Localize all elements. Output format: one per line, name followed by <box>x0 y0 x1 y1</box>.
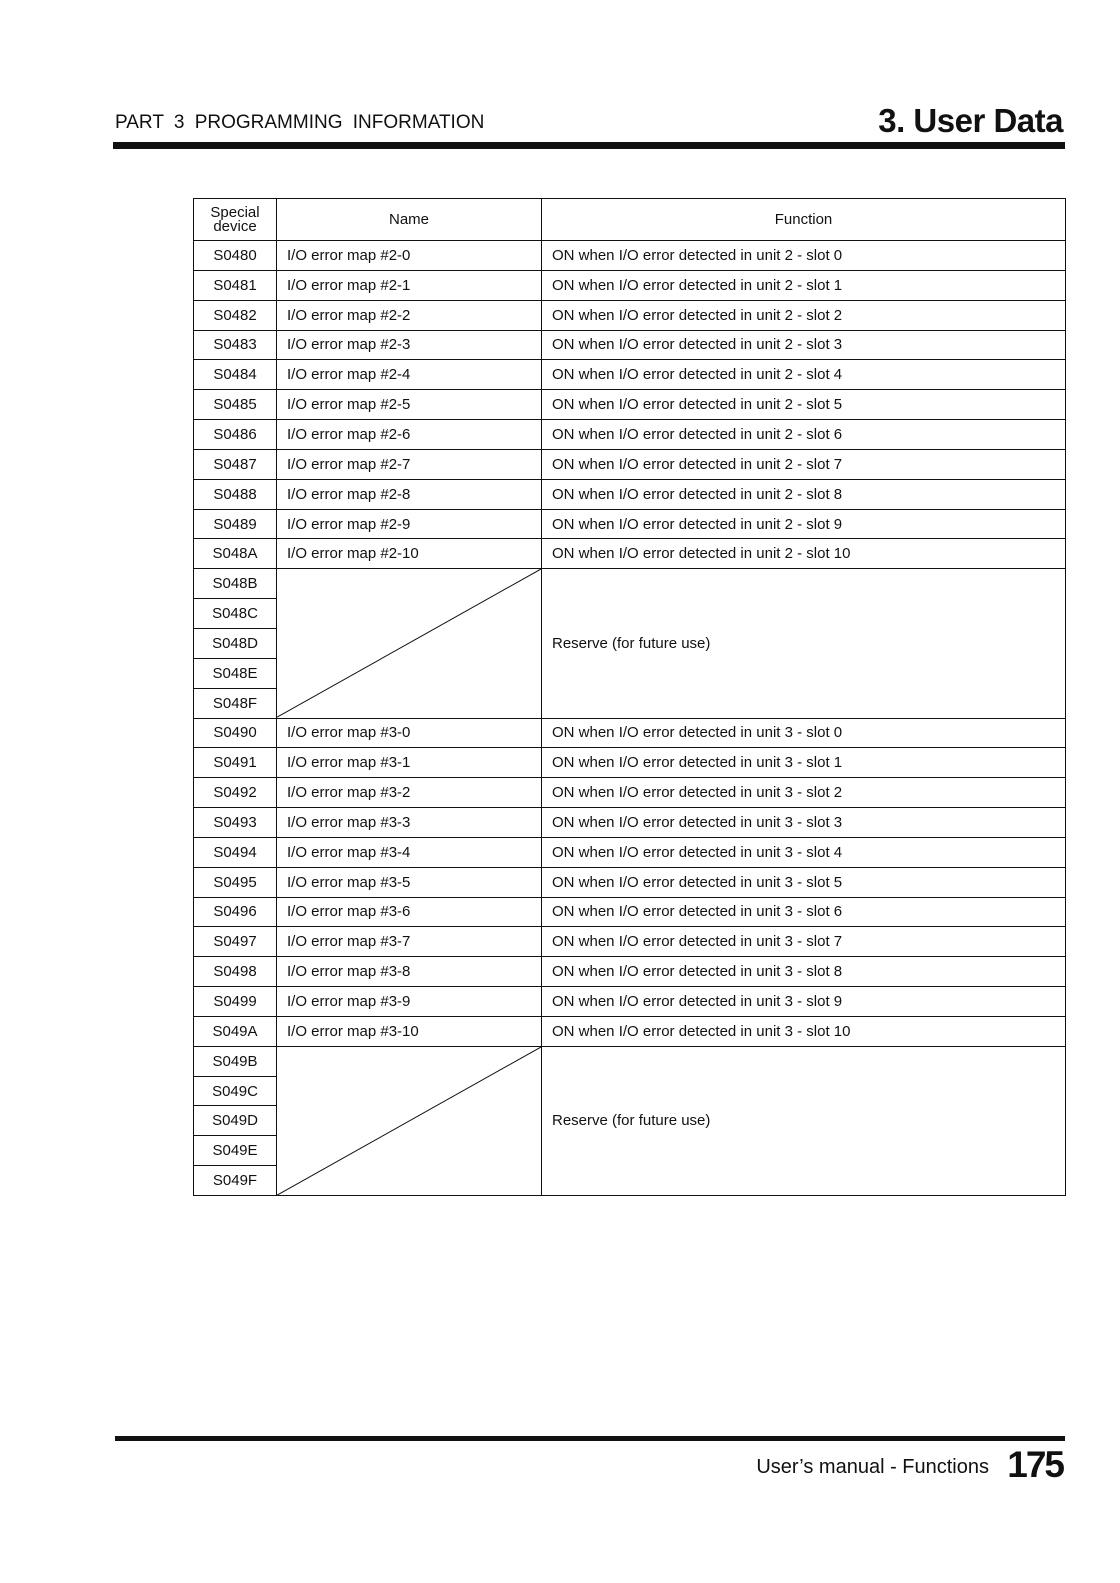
function-cell: ON when I/O error detected in unit 3 - slot 4 <box>542 837 1066 867</box>
special-device-cell: S0493 <box>194 808 277 838</box>
special-device-cell: S0492 <box>194 778 277 808</box>
special-device-cell: S049B <box>194 1046 277 1076</box>
function-cell: ON when I/O error detected in unit 3 - slot 8 <box>542 957 1066 987</box>
special-device-cell: S0488 <box>194 479 277 509</box>
name-cell: I/O error map #2-2 <box>277 300 542 330</box>
function-cell: ON when I/O error detected in unit 3 - slot 3 <box>542 808 1066 838</box>
section-title: 3. User Data <box>878 102 1063 139</box>
part-title: PART 3 PROGRAMMING INFORMATION <box>115 112 485 133</box>
function-cell: ON when I/O error detected in unit 2 - slot 5 <box>542 390 1066 420</box>
diagonal-slash-line <box>277 1047 541 1195</box>
column-header-special-device: Special device <box>194 199 277 241</box>
table-row-reserved <box>194 1046 1066 1076</box>
special-device-cell: S048E <box>194 658 277 688</box>
special-device-cell: S0487 <box>194 449 277 479</box>
special-device-cell: S0481 <box>194 270 277 300</box>
name-cell: I/O error map #2-4 <box>277 360 542 390</box>
name-cell: I/O error map #3-5 <box>277 867 542 897</box>
special-device-cell: S0486 <box>194 420 277 450</box>
special-device-cell: S049F <box>194 1166 277 1196</box>
table-row <box>194 718 1066 748</box>
name-cell: I/O error map #2-0 <box>277 241 542 271</box>
diagonal-slash-line <box>277 569 541 717</box>
name-cell: I/O error map #3-9 <box>277 987 542 1017</box>
reserve-text: Reserve (for future use) <box>552 1112 711 1130</box>
name-cell: I/O error map #2-10 <box>277 539 542 569</box>
table-header <box>194 199 1066 241</box>
table-row <box>194 360 1066 390</box>
name-cell-unused <box>277 569 542 718</box>
name-cell: I/O error map #2-5 <box>277 390 542 420</box>
special-device-cell: S048D <box>194 628 277 658</box>
name-cell: I/O error map #2-1 <box>277 270 542 300</box>
name-cell: I/O error map #2-6 <box>277 420 542 450</box>
name-cell: I/O error map #2-8 <box>277 479 542 509</box>
function-cell: ON when I/O error detected in unit 2 - slot 9 <box>542 509 1066 539</box>
name-cell: I/O error map #3-10 <box>277 1016 542 1046</box>
special-device-cell: S0497 <box>194 927 277 957</box>
table-row <box>194 509 1066 539</box>
name-cell: I/O error map #3-0 <box>277 718 542 748</box>
special-device-cell: S0499 <box>194 987 277 1017</box>
name-cell: I/O error map #3-1 <box>277 748 542 778</box>
diagonal-slash <box>277 569 541 717</box>
special-device-cell: S0480 <box>194 241 277 271</box>
table-row <box>194 748 1066 778</box>
page-number: 175 <box>1007 1444 1063 1485</box>
table-body <box>194 241 1066 1196</box>
special-device-cell: S0494 <box>194 837 277 867</box>
special-device-cell: S049C <box>194 1076 277 1106</box>
function-cell: ON when I/O error detected in unit 3 - slot 5 <box>542 867 1066 897</box>
special-device-cell: S0491 <box>194 748 277 778</box>
name-cell: I/O error map #3-6 <box>277 897 542 927</box>
function-cell: ON when I/O error detected in unit 2 - slot 0 <box>542 241 1066 271</box>
special-device-cell: S0482 <box>194 300 277 330</box>
special-device-cell: S048A <box>194 539 277 569</box>
function-cell: ON when I/O error detected in unit 2 - slot 6 <box>542 420 1066 450</box>
special-device-cell: S049D <box>194 1106 277 1136</box>
function-cell: ON when I/O error detected in unit 2 - slot 2 <box>542 300 1066 330</box>
function-cell: ON when I/O error detected in unit 3 - slot 9 <box>542 987 1066 1017</box>
column-header-function: Function <box>542 199 1066 241</box>
special-device-table <box>193 198 1066 1196</box>
table-row-reserved <box>194 569 1066 599</box>
reserve-text: Reserve (for future use) <box>552 634 711 652</box>
table-row <box>194 867 1066 897</box>
table-row <box>194 927 1066 957</box>
function-cell: ON when I/O error detected in unit 2 - slot 10 <box>542 539 1066 569</box>
name-cell: I/O error map #2-9 <box>277 509 542 539</box>
special-device-cell: S0483 <box>194 330 277 360</box>
special-device-cell: S048F <box>194 688 277 718</box>
table-row <box>194 539 1066 569</box>
function-cell: ON when I/O error detected in unit 2 - slot 3 <box>542 330 1066 360</box>
name-cell: I/O error map #2-7 <box>277 449 542 479</box>
function-cell-reserved <box>542 1046 1066 1195</box>
header-rule <box>113 142 1065 149</box>
table-row <box>194 778 1066 808</box>
table-header-row <box>194 199 1066 241</box>
function-cell: ON when I/O error detected in unit 3 - slot 7 <box>542 927 1066 957</box>
special-device-cell: S0484 <box>194 360 277 390</box>
function-cell: ON when I/O error detected in unit 3 - slot 1 <box>542 748 1066 778</box>
footer-rule <box>115 1436 1065 1441</box>
function-cell: ON when I/O error detected in unit 3 - slot 0 <box>542 718 1066 748</box>
special-device-table-container <box>193 198 1065 1196</box>
table-row <box>194 390 1066 420</box>
table-row <box>194 808 1066 838</box>
name-cell: I/O error map #3-3 <box>277 808 542 838</box>
name-cell-unused <box>277 1046 542 1195</box>
table-row <box>194 837 1066 867</box>
function-cell: ON when I/O error detected in unit 3 - slot 10 <box>542 1016 1066 1046</box>
table-row <box>194 330 1066 360</box>
special-device-cell: S048B <box>194 569 277 599</box>
table-row <box>194 300 1066 330</box>
special-device-cell: S0485 <box>194 390 277 420</box>
function-cell: ON when I/O error detected in unit 2 - slot 8 <box>542 479 1066 509</box>
name-cell: I/O error map #3-8 <box>277 957 542 987</box>
name-cell: I/O error map #3-7 <box>277 927 542 957</box>
special-device-cell: S0489 <box>194 509 277 539</box>
table-row <box>194 420 1066 450</box>
function-cell-reserved <box>542 569 1066 718</box>
special-device-cell: S0495 <box>194 867 277 897</box>
table-row <box>194 957 1066 987</box>
special-device-cell: S0490 <box>194 718 277 748</box>
function-cell: ON when I/O error detected in unit 3 - slot 6 <box>542 897 1066 927</box>
special-device-cell: S0498 <box>194 957 277 987</box>
function-cell: ON when I/O error detected in unit 2 - slot 4 <box>542 360 1066 390</box>
special-device-cell: S049E <box>194 1136 277 1166</box>
column-header-name: Name <box>277 199 542 241</box>
name-cell: I/O error map #3-4 <box>277 837 542 867</box>
special-device-cell: S048C <box>194 599 277 629</box>
special-device-cell: S049A <box>194 1016 277 1046</box>
diagonal-slash <box>277 1047 541 1195</box>
table-row <box>194 897 1066 927</box>
table-row <box>194 1016 1066 1046</box>
function-cell: ON when I/O error detected in unit 2 - slot 1 <box>542 270 1066 300</box>
table-row <box>194 987 1066 1017</box>
footer-manual-title: User’s manual - Functions <box>756 1456 989 1478</box>
table-row <box>194 270 1066 300</box>
table-row <box>194 241 1066 271</box>
function-cell: ON when I/O error detected in unit 3 - slot 2 <box>542 778 1066 808</box>
function-cell: ON when I/O error detected in unit 2 - slot 7 <box>542 449 1066 479</box>
table-row <box>194 479 1066 509</box>
special-device-cell: S0496 <box>194 897 277 927</box>
table-row <box>194 449 1066 479</box>
name-cell: I/O error map #2-3 <box>277 330 542 360</box>
name-cell: I/O error map #3-2 <box>277 778 542 808</box>
